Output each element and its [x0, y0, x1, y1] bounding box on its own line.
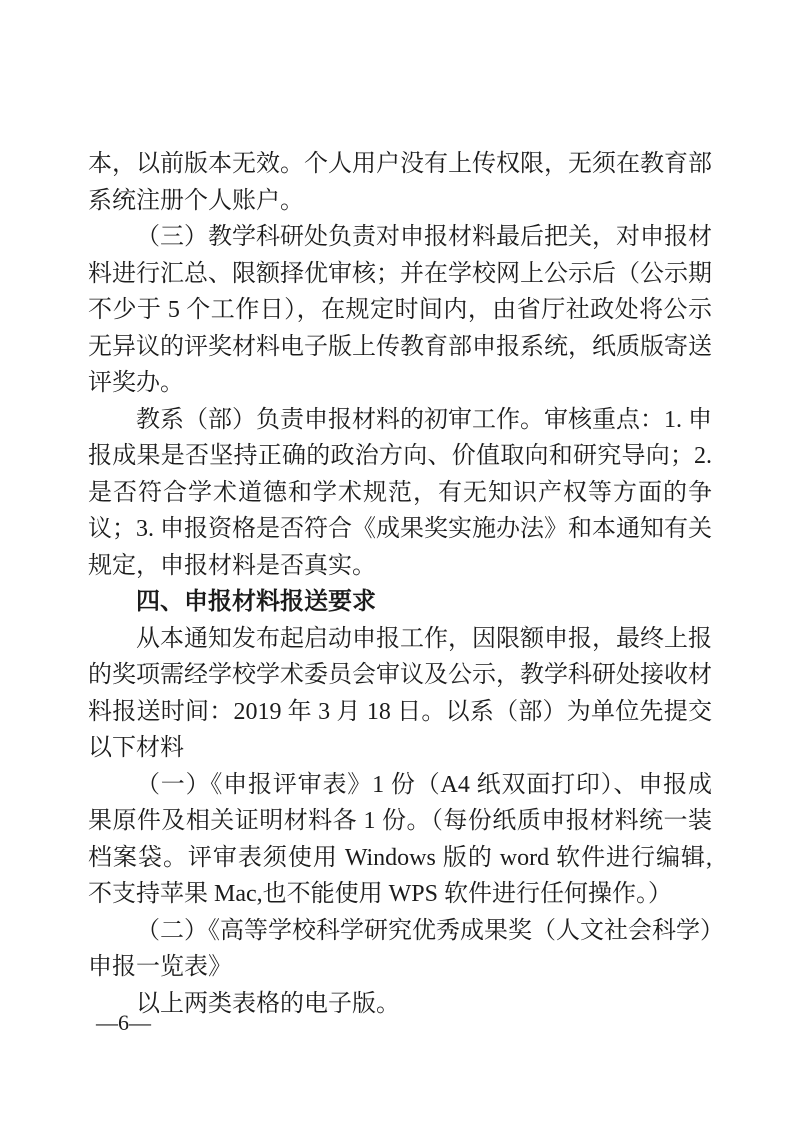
- paragraph-electronic-versions: 以上两类表格的电子版。: [136, 990, 400, 1017]
- paragraph-submission-time: 从本通知发布起启动申报工作，因限额申报，最终上报的奖项需经学校学术委员会审议及公示，教学科研处接收材料报送时间：2019 年 3 月 18 日。以系（部）为单位先提交以下材料: [88, 625, 712, 761]
- document-body: [88, 146, 712, 1022]
- paragraph-material-two: （二）《高等学校科学研究优秀成果奖（人文社会科学）申报一览表》: [88, 917, 712, 980]
- paragraph-continuation: 本，以前版本无效。个人用户没有上传权限，无须在教育部系统注册个人账户。: [88, 151, 712, 214]
- paragraph-item-three: （三）教学科研处负责对申报材料最后把关，对申报材料进行汇总、限额择优审核；并在学校网上公示后（公示期不少于 5 个工作日），在规定时间内，由省厅社政处将公示无异议的评奖材料电子版上传教育部申报系统，纸质版寄送评奖办。: [88, 224, 712, 396]
- page-number: —6—: [96, 1010, 151, 1035]
- paragraph-initial-review: 教系（部）负责申报材料的初审工作。审核重点：1. 申报成果是否坚持正确的政治方向、价值取向和研究导向；2. 是否符合学术道德和学术规范，有无知识产权等方面的争议；3. 申报资格是否符合《成果奖实施办法》和本通知有关规定，申报材料是否真实。: [88, 406, 712, 579]
- paragraph-material-one: （一）《申报评审表》1 份（A4 纸双面打印）、申报成果原件及相关证明材料各 1 份。（每份纸质申报材料统一装档案袋。评审表须使用 Windows 版的 word 软件进行编辑,不支持苹果 Mac,也不能使用 WPS 软件进行任何操作。）: [88, 771, 712, 907]
- section-heading-four: 四、申报材料报送要求: [136, 588, 376, 615]
